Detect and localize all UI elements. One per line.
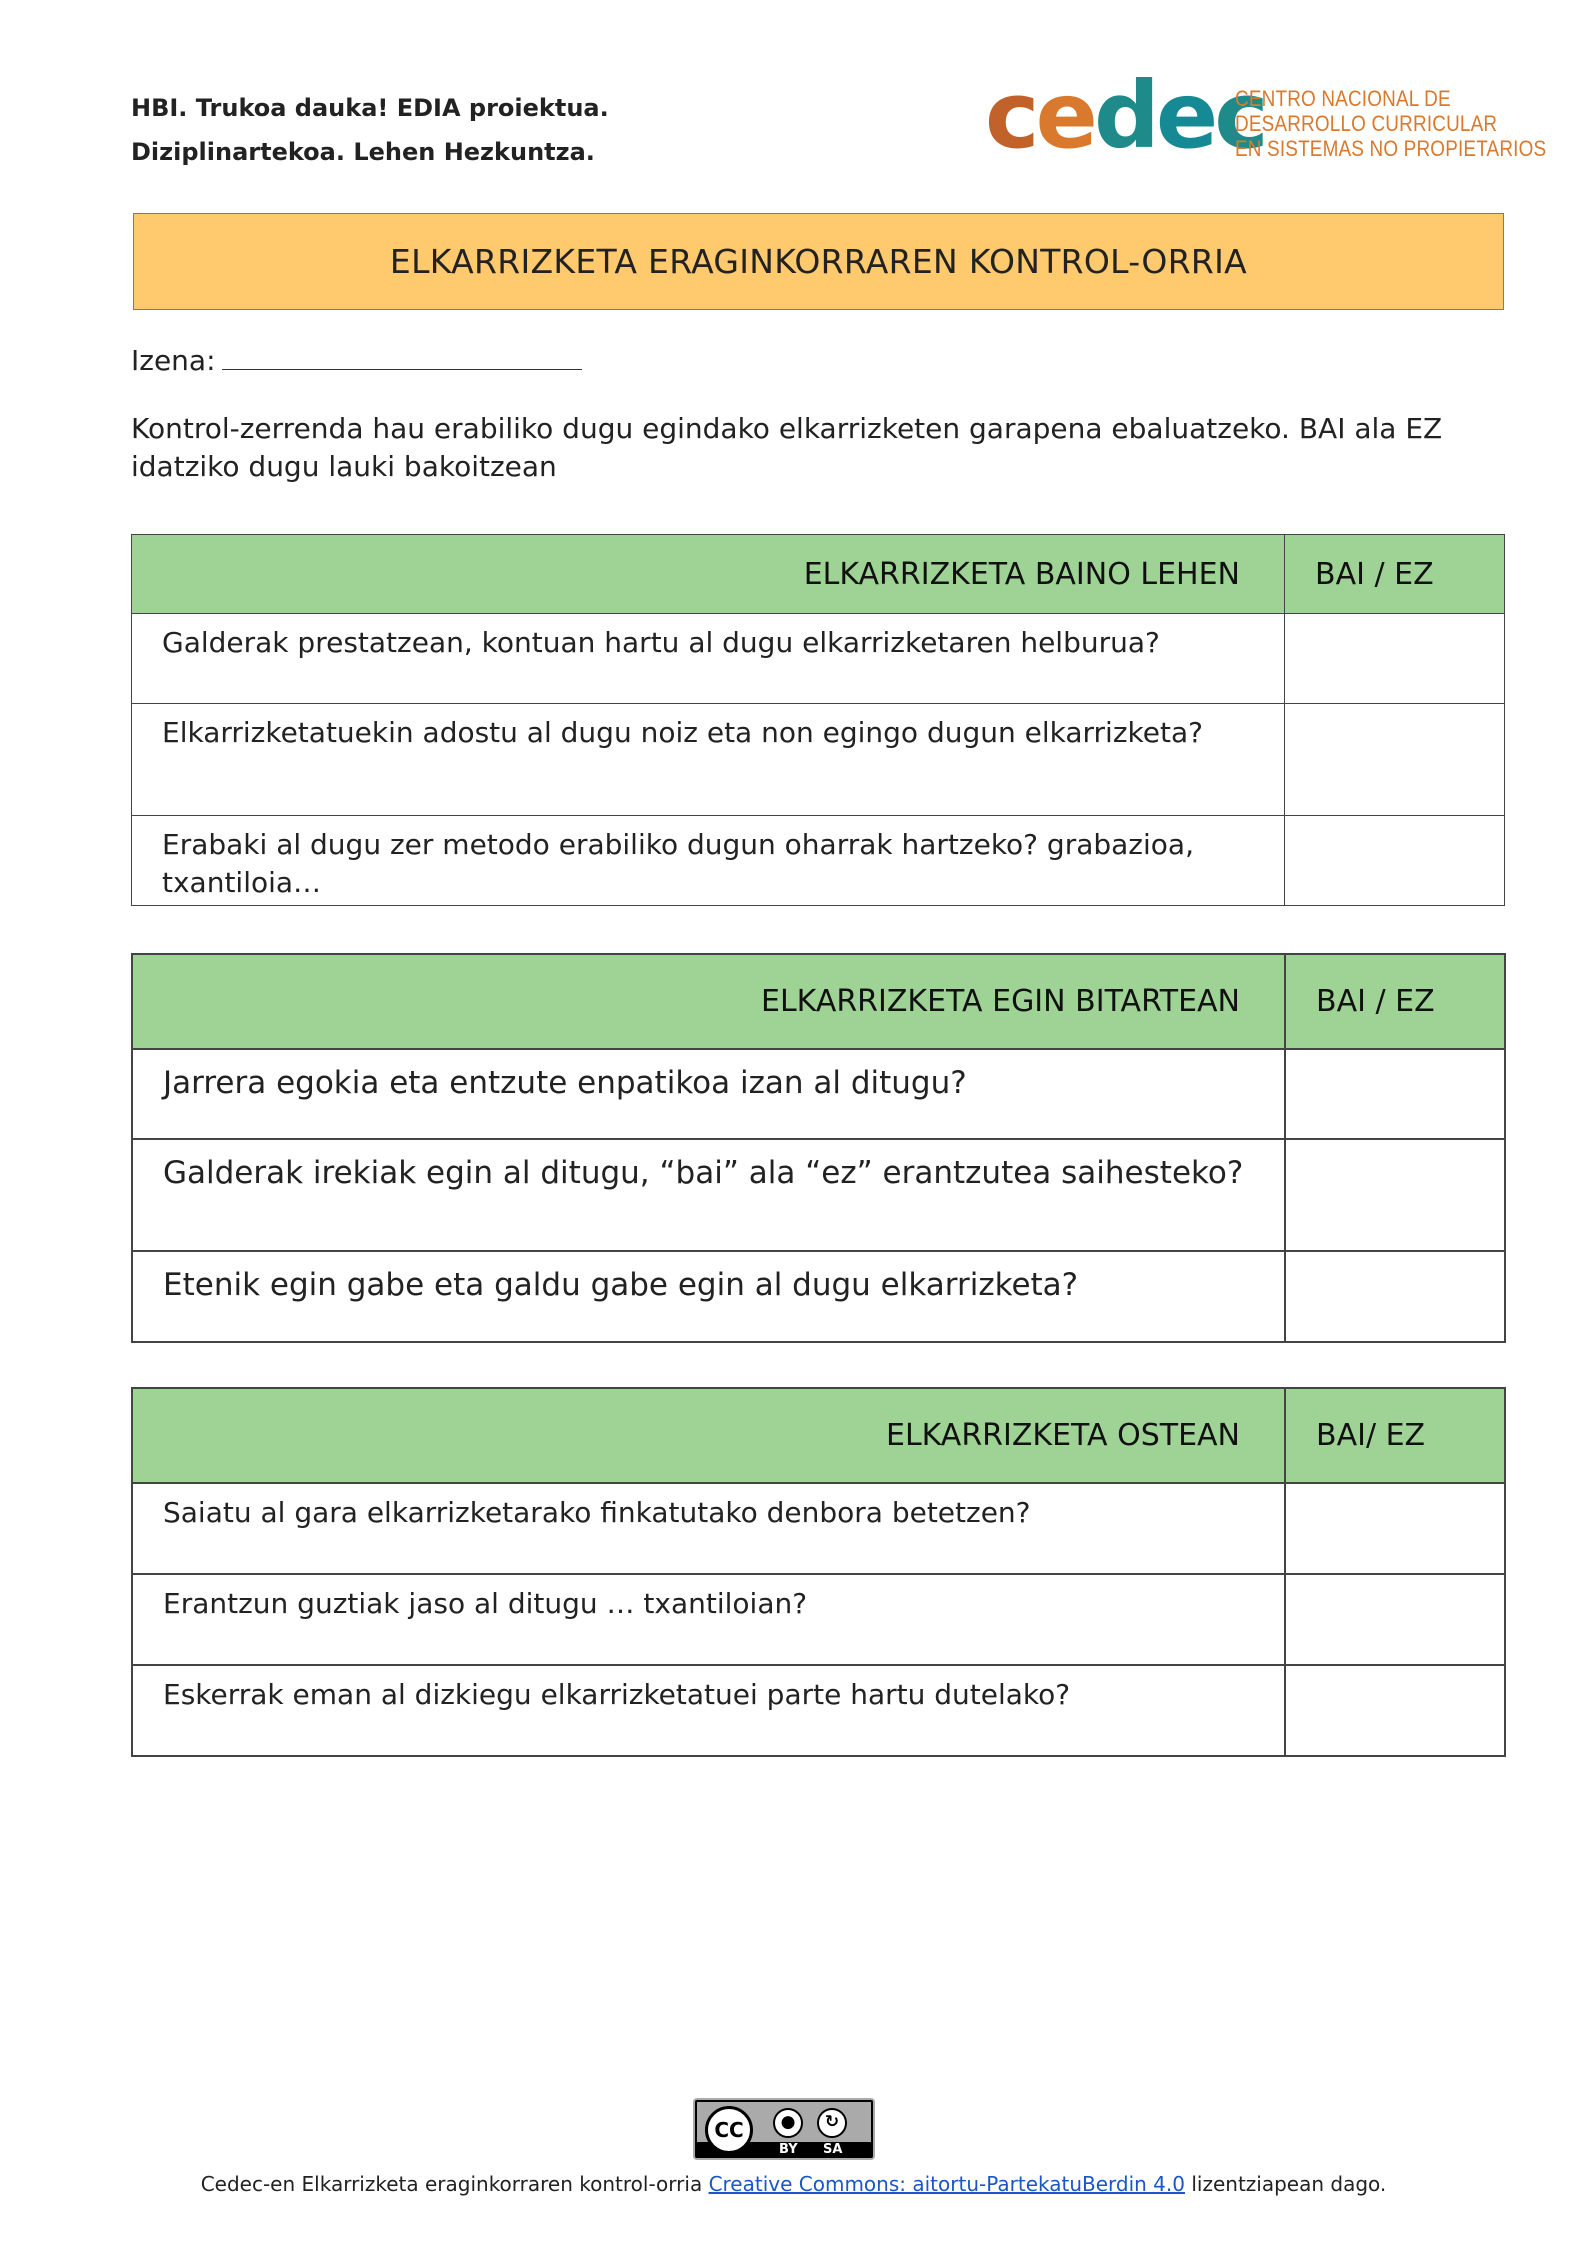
logo-sub-line-3: EN SISTEMAS NO PROPIETARIOS [1235, 136, 1547, 161]
table-row [132, 1049, 1505, 1139]
logo-subtitle [1235, 86, 1546, 161]
question-cell: Galderak irekiak egin al ditugu, “bai” ala “ez” erantzutea saihesteko? [132, 1139, 1285, 1251]
question-cell: Erantzun guztiak jaso al ditugu … txantiloian? [132, 1574, 1285, 1665]
logo-wordmark: cedec [985, 62, 1265, 169]
cc-by-sa-icon[interactable] [693, 2098, 875, 2160]
section-header: ELKARRIZKETA BAINO LEHEN [132, 535, 1285, 614]
license-footer [0, 2172, 1587, 2196]
answer-cell[interactable] [1285, 1665, 1505, 1756]
question-cell: Eskerrak eman al dizkiegu elkarrizketatuei parte hartu dutelako? [132, 1665, 1285, 1756]
question-cell: Erabaki al dugu zer metodo erabiliko dugun oharrak hartzeko? grabazioa, txantiloia… [132, 816, 1285, 906]
header-text [131, 86, 609, 174]
name-blank-line[interactable] [222, 347, 582, 370]
license-link[interactable]: Creative Commons: aitortu-PartekatuBerdin 4.0 [708, 2172, 1185, 2196]
footer-prefix: Cedec-en Elkarrizketa eraginkorraren kontrol-orria [200, 2172, 709, 2196]
question-cell: Saiatu al gara elkarrizketarako finkatutako denbora betetzen? [132, 1483, 1285, 1574]
question-cell: Etenik egin gabe eta galdu gabe egin al dugu elkarrizketa? [132, 1251, 1285, 1342]
answer-cell[interactable] [1285, 1483, 1505, 1574]
footer-suffix: lizentziapean dago. [1191, 2172, 1387, 2196]
answer-cell[interactable] [1285, 1251, 1505, 1342]
header-line-2: Diziplinartekoa. Lehen Hezkuntza. [131, 138, 595, 166]
answer-cell[interactable] [1285, 1139, 1505, 1251]
answer-header: BAI / EZ [1285, 954, 1505, 1049]
answer-header: BAI / EZ [1285, 535, 1505, 614]
logo-sub-line-1: CENTRO NACIONAL DE [1235, 86, 1451, 111]
section-header: ELKARRIZKETA OSTEAN [132, 1388, 1285, 1483]
table-row [132, 1139, 1505, 1251]
answer-cell[interactable] [1285, 614, 1505, 704]
table-row [132, 1574, 1505, 1665]
question-cell: Galderak prestatzean, kontuan hartu al dugu elkarrizketaren helburua? [132, 614, 1285, 704]
checklist-during [131, 953, 1506, 1343]
logo-sub-line-2: DESARROLLO CURRICULAR [1235, 111, 1498, 136]
cc-circle-icon: CC [705, 2106, 753, 2154]
table-row [132, 1665, 1505, 1756]
answer-cell[interactable] [1285, 1574, 1505, 1665]
answer-cell[interactable] [1285, 816, 1505, 906]
page-title: ELKARRIZKETA ERAGINKORRAREN KONTROL-ORRIA [389, 242, 1248, 281]
table-row [132, 1483, 1505, 1574]
by-person-icon: ● [773, 2108, 803, 2138]
header-line-1: HBI. Trukoa dauka! EDIA proiektua. [131, 94, 609, 122]
sa-label: SA [823, 2142, 843, 2157]
name-label: Izena: [131, 344, 216, 377]
instructions: Kontrol-zerrenda hau erabiliko dugu egindako elkarrizketen garapena ebaluatzeko. BAI ala EZ idatziko dugu lauki bakoitzean [131, 412, 1443, 483]
name-field[interactable] [131, 344, 582, 377]
answer-cell[interactable] [1285, 1049, 1505, 1139]
cedec-logo [985, 62, 1547, 170]
table-row [132, 816, 1505, 906]
table-row [132, 704, 1505, 816]
by-label: BY [779, 2142, 798, 2157]
question-cell: Elkarrizketatuekin adostu al dugu noiz eta non egingo dugun elkarrizketa? [132, 704, 1285, 816]
table-row [132, 1251, 1505, 1342]
checklist-before [131, 534, 1505, 906]
question-cell: Jarrera egokia eta entzute enpatikoa izan al ditugu? [132, 1049, 1285, 1139]
checklist-after [131, 1387, 1506, 1757]
title-banner [133, 213, 1504, 310]
sa-share-icon: ↻ [817, 2108, 847, 2138]
answer-cell[interactable] [1285, 704, 1505, 816]
answer-header: BAI/ EZ [1285, 1388, 1505, 1483]
table-row [132, 614, 1505, 704]
section-header: ELKARRIZKETA EGIN BITARTEAN [132, 954, 1285, 1049]
